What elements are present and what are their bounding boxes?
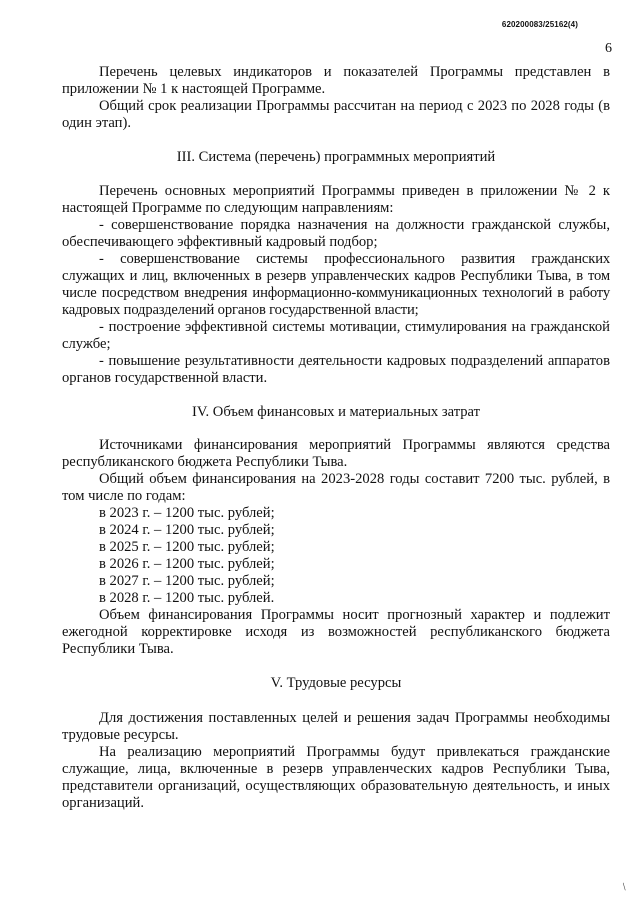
section-heading-3: III. Система (перечень) программных мероприятий [176,149,496,165]
paragraph: Объем финансирования Программы носит прогнозный характер и подлежит ежегодной корректировке исходя из возможностей республиканского бюджета Республики Тыва. [62,607,610,657]
funding-year-item: в 2023 г. – 1200 тыс. рублей; [99,505,275,521]
paragraph: Перечень целевых индикаторов и показателей Программы представлен в приложении № 1 к настоящей Программе. [62,64,610,97]
funding-year-item: в 2028 г. – 1200 тыс. рублей. [99,590,275,606]
section-heading-5: V. Трудовые ресурсы [270,675,402,691]
list-item: - повышение результативности деятельности кадровых подразделений аппаратов органов государственной власти. [62,353,610,386]
document-body [62,64,610,812]
funding-year-item: в 2025 г. – 1200 тыс. рублей; [99,539,275,555]
funding-year-item: в 2026 г. – 1200 тыс. рублей; [99,556,275,572]
funding-year-item: в 2024 г. – 1200 тыс. рублей; [99,522,275,538]
paragraph: Общий объем финансирования на 2023-2028 годы составит 7200 тыс. рублей, в том числе по годам: [62,471,610,504]
paragraph: Перечень основных мероприятий Программы приведен в приложении № 2 к настоящей Программе по следующим направлениям: [62,183,610,216]
page-number: 6 [605,41,612,56]
paragraph: Для достижения поставленных целей и решения задач Программы необходимы трудовые ресурсы. [62,710,610,743]
margin-pen-mark: / [619,881,630,893]
list-item: - построение эффективной системы мотивации, стимулирования на гражданской службе; [62,319,610,352]
doc-code: 620200083/25162(4) [501,20,578,29]
funding-year-item: в 2027 г. – 1200 тыс. рублей; [99,573,275,589]
paragraph: На реализацию мероприятий Программы будут привлекаться гражданские служащие, лица, включенные в резерв управленческих кадров Республики Тыва, представители организаций, осуществляющих образовательную деятельность, и иных организаций. [62,744,610,811]
section-heading-4: IV. Объем финансовых и материальных затрат [191,404,481,420]
list-item: - совершенствование системы профессионального развития гражданских служащих и лиц, включенных в резерв управленческих кадров Республики Тыва, в том числе посредством внедрения информационно-коммуникационных технологий в работу кадровых подразделений органов государственной власти; [62,251,610,318]
list-item: - совершенствование порядка назначения на должности гражданской службы, обеспечивающего эффективный кадровый подбор; [62,217,610,250]
paragraph: Общий срок реализации Программы рассчитан на период с 2023 по 2028 годы (в один этап). [62,98,610,131]
paragraph: Источниками финансирования мероприятий Программы являются средства республиканского бюджета Республики Тыва. [62,437,610,470]
